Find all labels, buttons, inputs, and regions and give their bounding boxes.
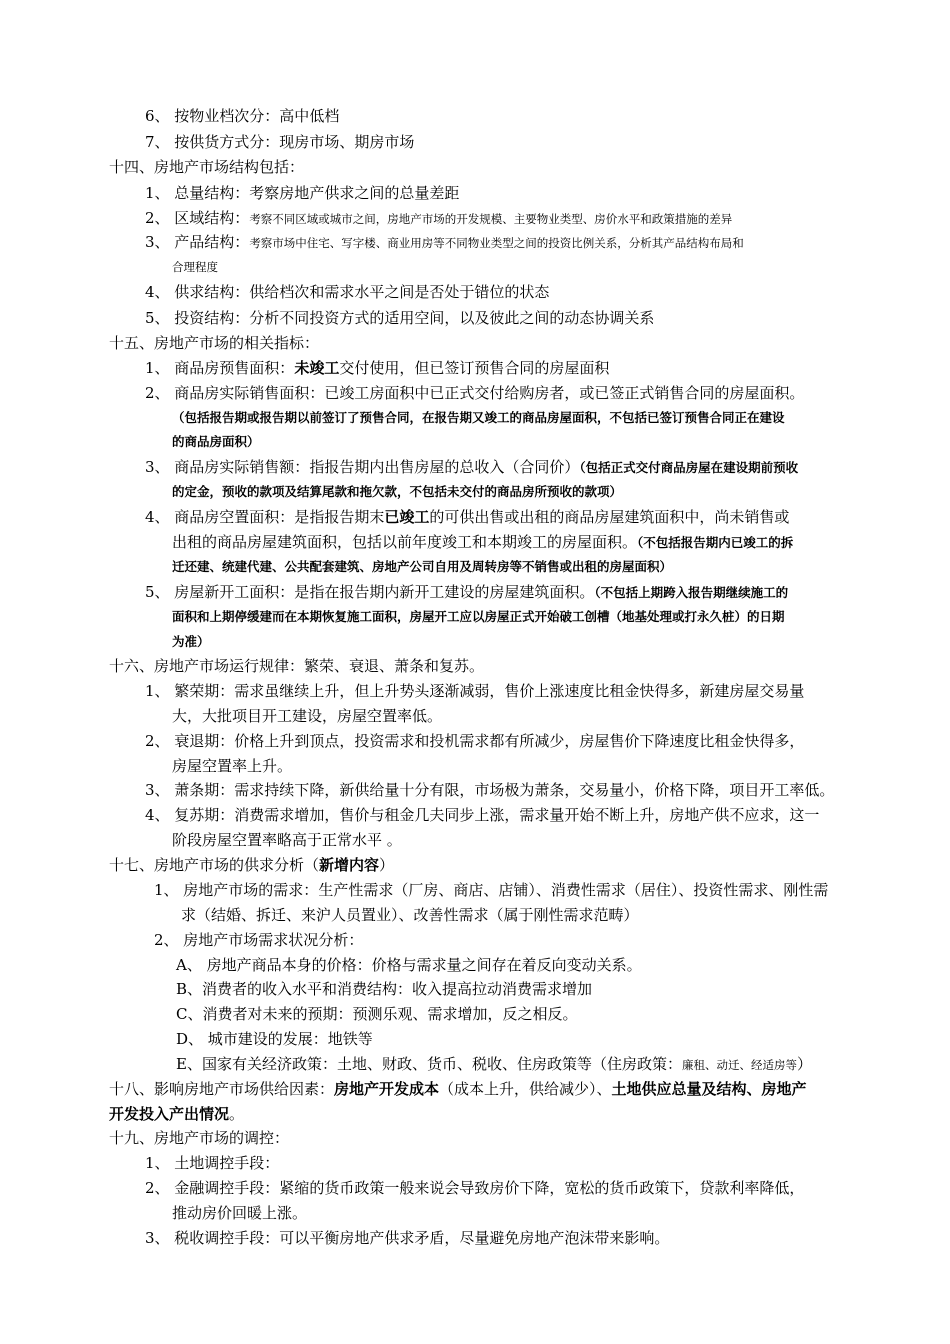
text-line: 2、 房地产市场需求状况分析： bbox=[154, 931, 364, 949]
text-span: 1、 商品房预售面积： bbox=[145, 359, 295, 377]
text-line: 2、 商品房实际销售面积：已竣工房面积中已正式交付给购房者，或已签正式销售合同的房屋面积。 bbox=[145, 384, 805, 402]
text-line bbox=[145, 208, 732, 229]
note-line: 的商品房面积） bbox=[172, 434, 260, 449]
section-heading: 十四、房地产市场结构包括： bbox=[109, 158, 305, 176]
text-line bbox=[145, 457, 798, 478]
text-line: D、 城市建设的发展：地铁等 bbox=[176, 1030, 373, 1048]
text-line: 1、 土地调控手段： bbox=[145, 1154, 280, 1172]
text-line: 2、 金融调控手段：紧缩的货币政策一般来说会导致房价下降，宽松的货币政策下，贷款利率降低， bbox=[145, 1179, 805, 1197]
text-line: 阶段房屋空置率略高于正常水平 。 bbox=[172, 831, 402, 849]
section-heading bbox=[109, 855, 394, 875]
emphasis-text: 已竣工 bbox=[384, 508, 430, 526]
text-line: 1、 房地产市场的需求：生产性需求（厂房、商店、店铺）、消费性需求（居住）、投资性需求、刚性需 bbox=[154, 881, 829, 899]
text-line: 大，大批项目开工建设，房屋空置率低。 bbox=[172, 707, 443, 725]
emphasis-text: 新增内容 bbox=[319, 856, 380, 874]
text-line: 7、 按供货方式分：现房市场、期房市场 bbox=[145, 133, 415, 151]
text-span: ） bbox=[379, 856, 395, 874]
text-line: 4、 复苏期：消费需求增加，售价与租金几夫同步上涨，需求量开始不断上升，房地产供不应求，这一 bbox=[145, 806, 820, 824]
text-span: ） bbox=[796, 1055, 812, 1073]
text-span: 2、 区域结构： bbox=[145, 209, 250, 227]
text-span: E、国家有关经济政策：土地、财政、货币、税收、住房政策等（住房政策： bbox=[176, 1055, 682, 1073]
text-line: A、 房地产商品本身的价格：价格与需求量之间存在着反向变动关系。 bbox=[176, 956, 642, 974]
note-line: 的定金，预收的款项及结算尾款和拖欠款，不包括未交付的商品房所预收的款项） bbox=[172, 484, 623, 499]
text-span: 考察市场中住宅、写字楼、商业用房等不同物业类型之间的投资比例关系，分析其产品结构布局和 bbox=[249, 236, 744, 250]
section-heading: 十六、房地产市场运行规律：繁荣、衰退、萧条和复苏。 bbox=[109, 657, 485, 675]
note-span: （不包括报告期内已竣工的拆 bbox=[637, 535, 794, 550]
text-line: 3、 税收调控手段：可以平衡房地产供求矛盾，尽量避免房地产泡沫带来影响。 bbox=[145, 1229, 670, 1247]
text-line: 5、 投资结构：分析不同投资方式的适用空间，以及彼此之间的动态协调关系 bbox=[145, 309, 655, 327]
text-span: 。 bbox=[229, 1105, 245, 1123]
note-line: （包括报告期或报告期以前签订了预售合同，在报告期又竣工的商品房屋面积，不包括已签订预售合同正在建设 bbox=[172, 410, 785, 425]
text-span: 5、 房屋新开工面积：是指在报告期内新开工建设的房屋建筑面积。 bbox=[145, 583, 595, 601]
text-span: 出租的商品房屋建筑面积，包括以前年度竣工和本期竣工的房屋面积。 bbox=[172, 533, 638, 551]
text-line: 4、 供求结构：供给档次和需求水平之间是否处于错位的状态 bbox=[145, 283, 550, 301]
note-span: （不包括上期跨入报告期继续施工的 bbox=[594, 585, 789, 600]
text-line bbox=[145, 232, 744, 253]
text-line bbox=[109, 1104, 244, 1124]
text-span: 廉租、动迁、经适房等 bbox=[681, 1058, 797, 1072]
text-span: 3、 商品房实际销售额：指报告期内出售房屋的总收入（合同价） bbox=[145, 458, 580, 476]
emphasis-text: 未竣工 bbox=[294, 359, 340, 377]
text-line bbox=[176, 1054, 812, 1075]
note-line: 为准） bbox=[172, 634, 210, 649]
section-heading: 十五、房地产市场的相关指标： bbox=[109, 334, 320, 352]
text-span: 的可供出售或出租的商品房屋建筑面积中，尚未销售或 bbox=[429, 508, 790, 526]
text-span: （成本上升，供给减少）、 bbox=[439, 1080, 612, 1098]
text-line bbox=[145, 358, 609, 378]
note-line: 迁还建、统建代建、公共配套建筑、房地产公司自用及周转房等不销售或出租的房屋面积） bbox=[172, 559, 673, 574]
text-line: 1、 繁荣期：需求虽继续上升，但上升势头逐渐减弱，售价上涨速度比租金快得多，新建房屋交易量 bbox=[145, 682, 805, 700]
text-span: 十八、影响房地产市场供给因素： bbox=[109, 1080, 335, 1098]
emphasis-text: 房地产开发成本 bbox=[334, 1080, 440, 1098]
text-line bbox=[172, 532, 793, 553]
text-span: 十七、房地产市场的供求分析（ bbox=[109, 856, 320, 874]
text-line: B、消费者的收入水平和消费结构：收入提高拉动消费需求增加 bbox=[176, 980, 593, 998]
text-span: 3、 产品结构： bbox=[145, 233, 250, 251]
emphasis-text: 开发投入产出情况 bbox=[109, 1105, 230, 1123]
text-span: 4、 商品房空置面积：是指报告期末 bbox=[145, 508, 385, 526]
text-line: 推动房价回暖上涨。 bbox=[172, 1204, 308, 1222]
text-line bbox=[145, 507, 789, 527]
emphasis-text: 土地供应总量及结构、房地产 bbox=[611, 1080, 807, 1098]
text-line: 房屋空置率上升。 bbox=[172, 757, 293, 775]
text-span: 考察不同区域或城市之间，房地产市场的开发规模、主要物业类型、房价水平和政策措施的差异 bbox=[249, 212, 733, 226]
section-heading: 十九、房地产市场的调控： bbox=[109, 1129, 290, 1147]
note-span: （包括正式交付商品房屋在建设期前预收 bbox=[579, 460, 799, 475]
text-line: 6、 按物业档次分：高中低档 bbox=[145, 107, 340, 125]
section-heading bbox=[109, 1079, 807, 1099]
text-line: 求（结婚、拆迁、来沪人员置业）、改善性需求（属于刚性需求范畴） bbox=[181, 906, 639, 924]
text-line: 3、 萧条期：需求持续下降，新供给量十分有限，市场极为萧条，交易量小，价格下降，项目开工率低。 bbox=[145, 781, 835, 799]
text-span: 交付使用，但已签订预售合同的房屋面积 bbox=[339, 359, 610, 377]
text-line bbox=[145, 582, 788, 603]
text-line: 1、 总量结构：考察房地产供求之间的总量差距 bbox=[145, 184, 460, 202]
text-line: 合理程度 bbox=[172, 260, 218, 274]
text-line: C、消费者对未来的预期：预测乐观、需求增加，反之相反。 bbox=[176, 1005, 578, 1023]
note-line: 面积和上期停缓建而在本期恢复施工面积，房屋开工应以房屋正式开始破工创槽（地基处理或打永久桩）的日期 bbox=[172, 609, 785, 624]
text-line: 2、 衰退期：价格上升到顶点，投资需求和投机需求都有所减少，房屋售价下降速度比租金快得多， bbox=[145, 732, 805, 750]
